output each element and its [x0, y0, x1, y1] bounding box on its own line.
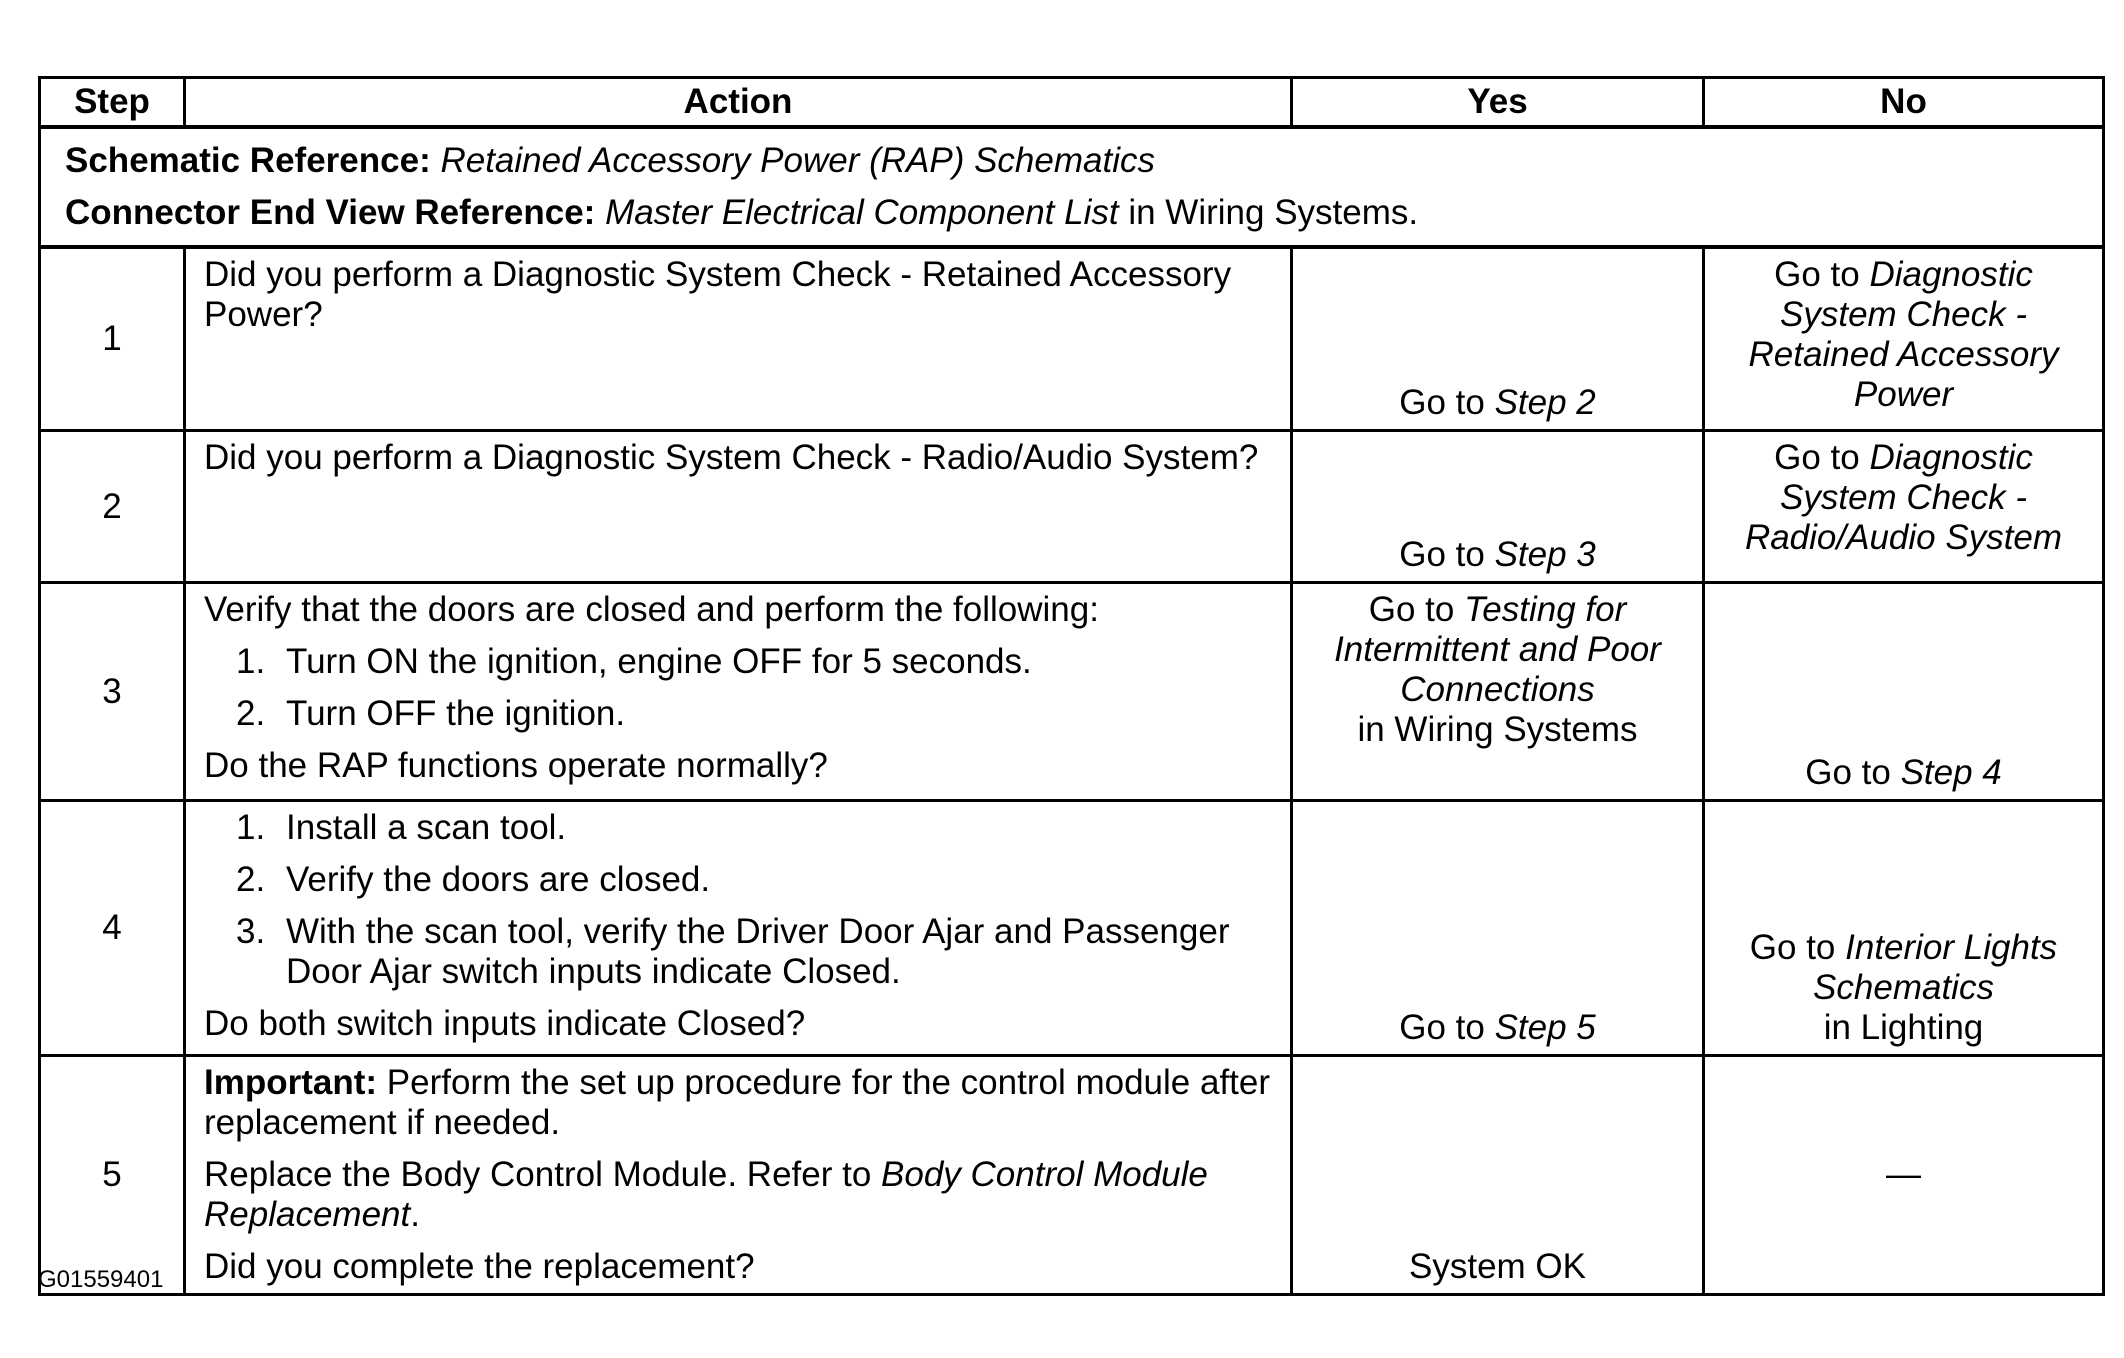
diagnostic-table — [38, 76, 2105, 1296]
no-prefix: Go to — [1749, 928, 1846, 967]
substep-text: Turn OFF the ignition. — [286, 694, 626, 733]
replace-instruction — [204, 1155, 1272, 1235]
yes-prefix: Go to — [1368, 590, 1465, 629]
substep-number: 1. — [236, 642, 266, 681]
yes-suffix: in Wiring Systems — [1357, 710, 1638, 749]
action-question: Did you perform a Diagnostic System Check - Radio/Audio System? — [204, 438, 1259, 477]
step-number: 1 — [40, 247, 185, 431]
action-question: Did you perform a Diagnostic System Check - Retained Accessory Power? — [204, 255, 1232, 334]
no-suffix: in Lighting — [1823, 1008, 1984, 1047]
no-result: — — [1886, 1155, 1921, 1194]
schematic-reference-link[interactable]: Retained Accessory Power (RAP) Schematics — [440, 141, 1155, 180]
no-link[interactable]: Diagnostic System Check - Retained Accessory Power — [1748, 255, 2059, 414]
yes-link[interactable]: Testing for Intermittent and Poor Connections — [1334, 590, 1661, 709]
substep-number: 2. — [236, 694, 266, 733]
action-cell — [185, 1056, 1292, 1295]
diagnostic-table-wrapper — [38, 76, 2102, 1296]
no-link[interactable]: Step 4 — [1900, 753, 2002, 792]
yes-cell — [1292, 247, 1704, 431]
yes-prefix: Go to — [1399, 535, 1495, 574]
no-cell — [1704, 1056, 2104, 1295]
step-number: 2 — [40, 431, 185, 583]
yes-prefix: Go to — [1399, 1008, 1495, 1047]
substep-number: 1. — [236, 808, 266, 847]
connector-reference-link[interactable]: Master Electrical Component List — [605, 193, 1119, 232]
yes-link[interactable]: Step 5 — [1494, 1008, 1596, 1047]
step-number: 4 — [40, 801, 185, 1056]
important-note — [204, 1063, 1272, 1143]
substep-text: Verify the doors are closed. — [286, 860, 711, 899]
replace-link[interactable]: Body Control Module Replacement — [204, 1155, 1208, 1234]
header-row — [40, 78, 2104, 128]
yes-cell — [1292, 801, 1704, 1056]
figure-id: G01559401 — [38, 1266, 164, 1293]
action-cell — [185, 583, 1292, 801]
substep-text: With the scan tool, verify the Driver Door Ajar and Passenger Door Ajar switch inputs indicate Closed. — [286, 912, 1230, 991]
action-cell — [185, 431, 1292, 583]
action-intro: Verify that the doors are closed and perform the following: — [204, 590, 1099, 629]
connector-reference-suffix: in Wiring Systems. — [1118, 193, 1419, 232]
table-row — [40, 247, 2104, 431]
no-link[interactable]: Diagnostic System Check - Radio/Audio System — [1744, 438, 2063, 557]
substep-number: 2. — [236, 860, 266, 899]
yes-prefix: Go to — [1399, 383, 1495, 422]
header-yes: Yes — [1292, 78, 1704, 128]
action-question: Did you complete the replacement? — [204, 1247, 755, 1286]
substep-list — [204, 642, 1272, 734]
schematic-reference-label: Schematic Reference: — [65, 141, 431, 180]
no-cell — [1704, 247, 2104, 431]
substep-item — [236, 694, 1272, 734]
schematic-reference — [65, 135, 2080, 187]
yes-link[interactable]: Step 2 — [1494, 383, 1596, 422]
header-action: Action — [185, 78, 1292, 128]
reference-cell — [40, 127, 2104, 247]
step-number: 5 — [40, 1056, 185, 1295]
substep-item — [236, 912, 1272, 992]
replace-prefix: Replace the Body Control Module. Refer to — [204, 1155, 882, 1194]
no-prefix: Go to — [1805, 753, 1901, 792]
header-step: Step — [40, 78, 185, 128]
substep-item — [236, 860, 1272, 900]
important-label: Important: — [204, 1063, 378, 1102]
table-row — [40, 583, 2104, 801]
action-cell — [185, 801, 1292, 1056]
yes-cell — [1292, 431, 1704, 583]
replace-suffix: . — [410, 1195, 420, 1234]
no-prefix: Go to — [1774, 438, 1870, 477]
substep-list — [204, 808, 1272, 992]
yes-cell — [1292, 583, 1704, 801]
table-row — [40, 801, 2104, 1056]
substep-item — [236, 808, 1272, 848]
no-cell — [1704, 801, 2104, 1056]
substep-text: Install a scan tool. — [286, 808, 567, 847]
table-row — [40, 431, 2104, 583]
no-cell — [1704, 583, 2104, 801]
action-question: Do both switch inputs indicate Closed? — [204, 1004, 806, 1043]
action-cell — [185, 247, 1292, 431]
yes-link[interactable]: Step 3 — [1494, 535, 1596, 574]
reference-row — [40, 127, 2104, 247]
no-cell — [1704, 431, 2104, 583]
connector-reference-label: Connector End View Reference: — [65, 193, 596, 232]
table-row — [40, 1056, 2104, 1295]
no-link[interactable]: Interior Lights Schematics — [1813, 928, 2058, 1007]
action-question: Do the RAP functions operate normally? — [204, 746, 828, 785]
substep-number: 3. — [236, 912, 266, 951]
important-text: Perform the set up procedure for the control module after replacement if needed. — [204, 1063, 1271, 1142]
header-no: No — [1704, 78, 2104, 128]
substep-item — [236, 642, 1272, 682]
connector-reference — [65, 187, 2080, 239]
substep-text: Turn ON the ignition, engine OFF for 5 seconds. — [286, 642, 1032, 681]
no-prefix: Go to — [1774, 255, 1870, 294]
yes-cell — [1292, 1056, 1704, 1295]
yes-result: System OK — [1409, 1247, 1586, 1286]
step-number: 3 — [40, 583, 185, 801]
